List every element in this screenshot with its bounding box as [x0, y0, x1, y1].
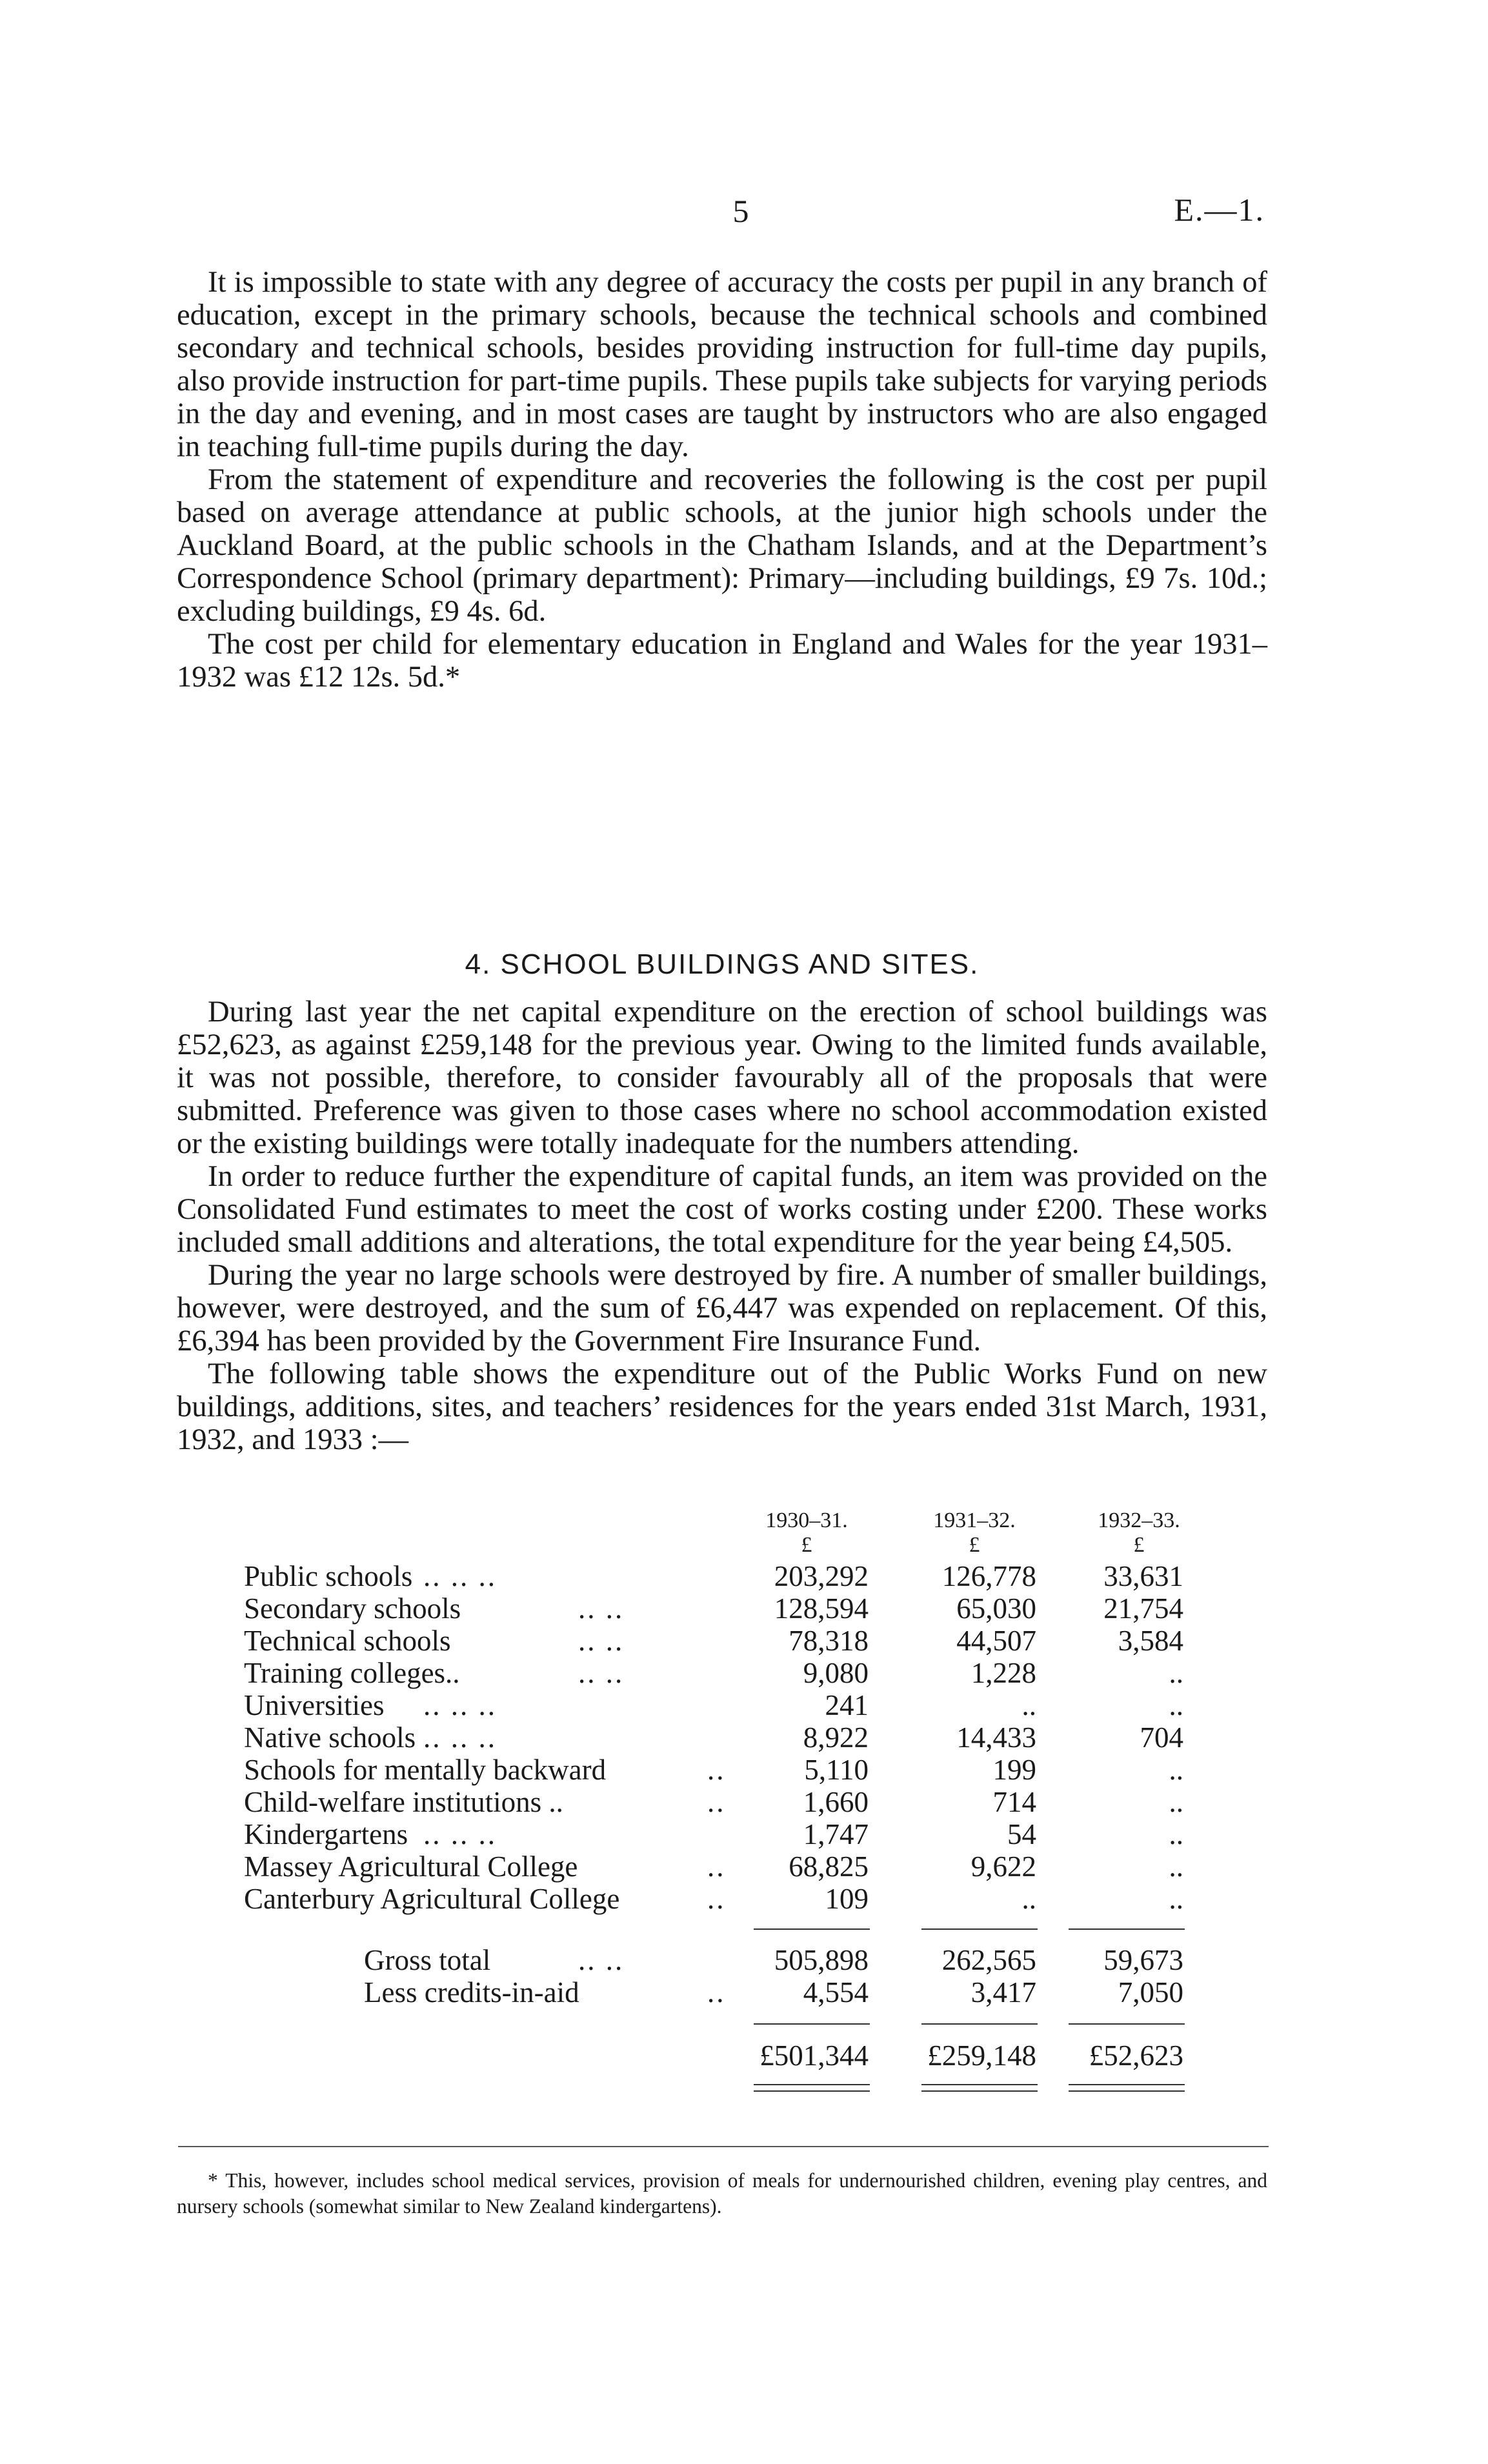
section-heading: 4. SCHOOL BUILDINGS AND SITES. [465, 948, 980, 980]
value-1932-33: .. [1169, 1850, 1183, 1883]
value-1932-33: .. [1169, 1657, 1183, 1689]
net-total-row [0, 2039, 1488, 2071]
table-row [0, 1753, 1488, 1785]
section-paragraph-1: During last year the net capital expenditure on the erection of school buildings was £52,623, as against £259,148 for the previous year. Owing to the limited funds available, it was not possible, therefore, to consider favourably all of the proposals that were submitted. Preference was given to those cases where no school accommodation existed or the existing buildings were totally inadequate for the numbers attending. [177, 996, 1267, 1160]
row-label: Gross total [364, 1944, 491, 1976]
value-1931-32: 714 [992, 1786, 1036, 1818]
value-1930-31: 68,825 [789, 1850, 869, 1883]
value-1932-33: .. [1169, 1883, 1183, 1915]
value-1931-32: 44,507 [956, 1625, 1036, 1657]
row-leader: .. [707, 1786, 726, 1818]
col-header-1930-31: 1930–31. [765, 1508, 848, 1532]
section-paragraph-3: During the year no large schools were destroyed by fire. A number of smaller buildings, however, were destroyed, and the sum of £6,447 was expended on replacement. Of this, £6,394 has been provided by the Government Fire Insurance Fund. [177, 1259, 1267, 1357]
table-row [0, 1688, 1488, 1721]
row-leader: .. .. [578, 1625, 625, 1657]
document-code: E.—1. [1174, 192, 1265, 228]
value-1931-32: 65,030 [956, 1592, 1036, 1625]
intro-paragraph-3: The cost per child for elementary education in England and Wales for the year 1931–1932 was £12 12s. 5d.* [177, 628, 1267, 694]
table-row [0, 1721, 1488, 1753]
total-rule [921, 2023, 1038, 2025]
value-1930-31: 4,554 [803, 1976, 869, 2008]
row-leader: .. .. .. [423, 1560, 497, 1592]
value-1930-31: 5,110 [804, 1754, 869, 1786]
row-label: Secondary schools [244, 1592, 461, 1625]
double-rule [754, 2090, 870, 2092]
row-label: Technical schools [244, 1625, 451, 1657]
value-1932-33: 33,631 [1103, 1560, 1183, 1592]
row-label: Training colleges.. [244, 1657, 460, 1689]
value-1930-31: 1,660 [803, 1786, 869, 1818]
row-leader: .. [707, 1850, 726, 1883]
value-1931-32: 126,778 [941, 1560, 1036, 1592]
value-1930-31: £501,344 [759, 2039, 869, 2072]
row-leader: .. [707, 1754, 726, 1786]
value-1932-33: 3,584 [1118, 1625, 1183, 1657]
value-1931-32: .. [1021, 1689, 1036, 1721]
value-1932-33: 704 [1140, 1721, 1183, 1754]
footnote-text: * This, however, includes school medical services, provision of meals for undernourished children, evening play centres, and nursery schools (somewhat similar to New Zealand kindergartens). [177, 2169, 1267, 2218]
value-1930-31: 241 [825, 1689, 869, 1721]
row-leader: .. .. [578, 1657, 625, 1689]
total-rule [754, 2023, 870, 2025]
row-label: Schools for mentally backward [244, 1754, 607, 1786]
col-header-1932-33: 1932–33. [1098, 1508, 1180, 1532]
row-leader: .. .. [578, 1944, 625, 1976]
value-1930-31: 128,594 [774, 1592, 869, 1625]
value-1930-31: 1,747 [803, 1818, 869, 1850]
row-leader: .. .. .. [423, 1818, 497, 1850]
value-1931-32: 262,565 [941, 1944, 1036, 1976]
col-unit-1932-33: £ [1133, 1533, 1145, 1557]
value-1932-33: 59,673 [1103, 1944, 1183, 1976]
value-1931-32: 1,228 [970, 1657, 1036, 1689]
table-row [0, 1624, 1488, 1656]
row-label: Native schools [244, 1721, 416, 1754]
value-1932-33: 21,754 [1103, 1592, 1183, 1625]
intro-paragraph-2: From the statement of expenditure and recoveries the following is the cost per pupil based on average attendance at public schools, at the junior high schools under the Auckland Board, at the public schools in the Chatham Islands, and at the Department’s Correspondence School (primary department): Primary—including buildings, £9 7s. 10d.; excluding buildings, £9 4s. 6d. [177, 463, 1267, 628]
page-number: 5 [732, 193, 749, 229]
value-1931-32: 54 [1007, 1818, 1036, 1850]
footnote [177, 2168, 1267, 2219]
total-rule [1069, 2023, 1185, 2025]
section-text [177, 996, 1267, 1456]
value-1931-32: £259,148 [927, 2039, 1036, 2072]
value-1932-33: £52,623 [1089, 2039, 1183, 2072]
row-leader: .. .. .. [423, 1721, 497, 1754]
row-label: Public schools [244, 1560, 413, 1592]
row-leader: .. [707, 1883, 726, 1915]
table-row [0, 1559, 1488, 1592]
table-row [0, 1656, 1488, 1688]
double-rule [1069, 2084, 1185, 2085]
value-1931-32: 14,433 [956, 1721, 1036, 1754]
value-1931-32: .. [1021, 1883, 1036, 1915]
row-label: Universities [244, 1689, 385, 1721]
row-label: Massey Agricultural College [244, 1850, 578, 1883]
intro-text [177, 266, 1267, 694]
value-1932-33: .. [1169, 1818, 1183, 1850]
subtotal-rule [921, 1928, 1038, 1930]
value-1930-31: 505,898 [774, 1944, 869, 1976]
value-1930-31: 203,292 [774, 1560, 869, 1592]
col-unit-1931-32: £ [969, 1533, 980, 1557]
table-row [0, 1818, 1488, 1850]
footnote-rule [178, 2146, 1269, 2147]
value-1932-33: .. [1169, 1786, 1183, 1818]
credits-row [0, 1976, 1488, 2008]
value-1931-32: 199 [992, 1754, 1036, 1786]
intro-paragraph-1: It is impossible to state with any degree of accuracy the costs per pupil in any branch of education, except in the primary schools, because the technical schools and combined secondary and technical schools, besides providing instruction for full-time day pupils, also provide instruction for part-time pupils. These pupils take subjects for varying periods in the day and evening, and in most cases are taught by instructors who are also engaged in teaching full-time pupils during the day. [177, 266, 1267, 463]
row-label: Canterbury Agricultural College [244, 1883, 620, 1915]
row-label: Child-welfare institutions .. [244, 1786, 563, 1818]
row-leader: .. [707, 1976, 726, 2008]
row-leader: .. .. [578, 1592, 625, 1625]
row-leader: .. .. .. [423, 1689, 497, 1721]
value-1932-33: .. [1169, 1754, 1183, 1786]
section-paragraph-4: The following table shows the expenditure out of the Public Works Fund on new buildings, additions, sites, and teachers’ residences for the years ended 31st March, 1931, 1932, and 1933 :— [177, 1357, 1267, 1456]
row-label: Less credits-in-aid [364, 1976, 579, 2008]
subtotal-rule [1069, 1928, 1185, 1930]
value-1932-33: 7,050 [1118, 1976, 1183, 2008]
subtotal-rule [754, 1928, 870, 1930]
table-row [0, 1785, 1488, 1818]
double-rule [754, 2084, 870, 2085]
double-rule [921, 2084, 1038, 2085]
col-unit-1930-31: £ [801, 1533, 812, 1557]
section-paragraph-2: In order to reduce further the expenditure of capital funds, an item was provided on the Consolidated Fund estimates to meet the cost of works costing under £200. These works included small additions and alterations, the total expenditure for the year being £4,505. [177, 1160, 1267, 1259]
value-1932-33: .. [1169, 1689, 1183, 1721]
double-rule [1069, 2090, 1185, 2092]
gross-total-row [0, 1943, 1488, 1976]
table-row [0, 1850, 1488, 1882]
value-1930-31: 8,922 [803, 1721, 869, 1754]
value-1930-31: 9,080 [803, 1657, 869, 1689]
value-1930-31: 78,318 [789, 1625, 869, 1657]
table-row [0, 1882, 1488, 1914]
row-label: Kindergartens [244, 1818, 408, 1850]
value-1931-32: 3,417 [970, 1976, 1036, 2008]
value-1930-31: 109 [825, 1883, 869, 1915]
col-header-1931-32: 1931–32. [933, 1508, 1016, 1532]
double-rule [921, 2090, 1038, 2092]
table-row [0, 1592, 1488, 1624]
value-1931-32: 9,622 [970, 1850, 1036, 1883]
